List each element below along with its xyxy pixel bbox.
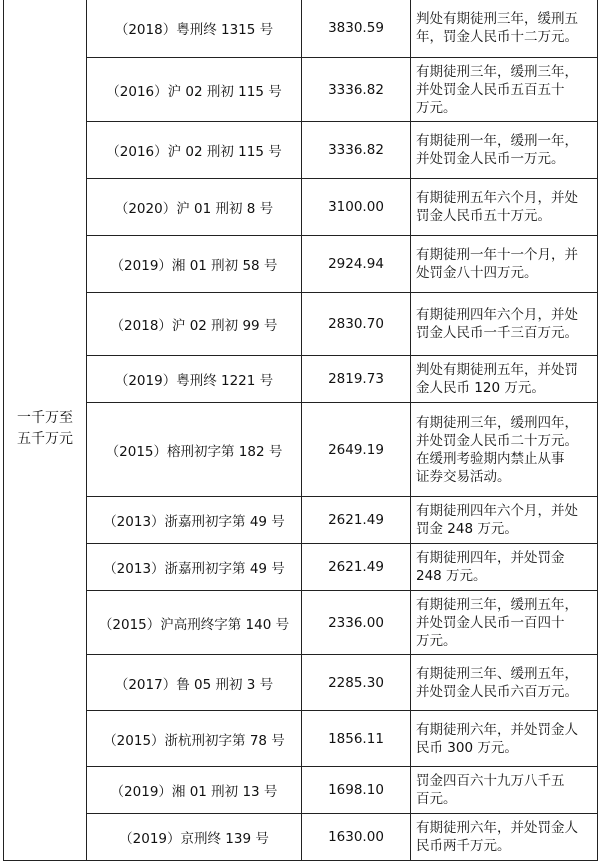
penalty-cell (411, 179, 598, 236)
table-row (4, 0, 598, 58)
penalty-line: 民币 300 万元。 (416, 739, 518, 756)
penalty-line: 有期徒刑四年，并处罚金 (416, 550, 565, 566)
penalty-line: 罚金人民币一千三百万元。 (416, 325, 578, 341)
table-row (4, 544, 598, 591)
penalty-cell (411, 544, 598, 591)
case-number-cell: （2019）湘 01 刑初 58 号 (87, 236, 302, 293)
case-number-cell: （2013）浙嘉刑初字第 49 号 (87, 497, 302, 544)
case-number-cell: （2018）粤刑终 1315 号 (87, 0, 302, 58)
penalty-line: 有期徒刑三年、缓刑五年， (416, 665, 578, 682)
table-row (4, 236, 598, 293)
penalty-line: 有期徒刑一年，缓刑一年， (416, 133, 578, 149)
penalty-line: 金人民币 120 万元。 (416, 380, 545, 396)
case-number-cell: （2015）榕刑初字第 182 号 (87, 403, 302, 497)
penalty-cell (411, 655, 598, 711)
amount-range-cell: 一千万至 五千万元 (4, 0, 87, 861)
penalty-line: 罚金 248 万元。 (416, 521, 518, 537)
case-number-cell: （2015）沪高刑终字第 140 号 (87, 591, 302, 655)
penalty-line: 并处罚金人民币一万元。 (416, 151, 565, 167)
table-row (4, 711, 598, 767)
table-row (4, 58, 598, 122)
amount-cell: 1856.11 (302, 711, 411, 767)
amount-cell: 3100.00 (302, 179, 411, 236)
penalty-line: 万元。 (416, 632, 457, 649)
penalty-cell (411, 356, 598, 403)
penalty-line: 民币两千万元。 (416, 838, 511, 854)
amount-cell: 2336.00 (302, 591, 411, 655)
amount-cell: 3830.59 (302, 0, 411, 58)
amount-cell: 3336.82 (302, 58, 411, 122)
penalty-line: 有期徒刑三年，缓刑四年， (416, 414, 578, 431)
amount-cell: 1698.10 (302, 767, 411, 814)
case-number-cell: （2018）沪 02 刑初 99 号 (87, 293, 302, 356)
table-row (4, 767, 598, 814)
penalty-line: 在缓刑考验期内禁止从事 (416, 450, 565, 467)
amount-cell: 3336.82 (302, 122, 411, 179)
penalty-line: 并处罚金人民币一百四十 (416, 614, 565, 631)
case-number-cell: （2019）京刑终 139 号 (87, 814, 302, 861)
penalty-cell (411, 122, 598, 179)
case-number-cell: （2013）浙嘉刑初字第 49 号 (87, 544, 302, 591)
amount-cell: 2830.70 (302, 293, 411, 356)
penalty-line: 并处罚金人民币六百万元。 (416, 683, 578, 700)
case-number-cell: （2019）粤刑终 1221 号 (87, 356, 302, 403)
penalty-line: 证券交易活动。 (416, 468, 511, 485)
table-row (4, 403, 598, 497)
penalty-line: 有期徒刑六年，并处罚金人 (416, 721, 578, 738)
table-row (4, 814, 598, 861)
table-row (4, 356, 598, 403)
penalty-line: 有期徒刑六年，并处罚金人 (416, 820, 578, 836)
case-number-cell: （2016）沪 02 刑初 115 号 (87, 58, 302, 122)
table-row (4, 655, 598, 711)
penalty-line: 有期徒刑五年六个月，并处 (416, 190, 578, 206)
penalty-line: 判处有期徒刑五年，并处罚 (416, 362, 578, 378)
penalty-line: 有期徒刑一年十一个月，并 (416, 247, 578, 263)
amount-cell: 2621.49 (302, 497, 411, 544)
amount-cell: 2649.19 (302, 403, 411, 497)
amount-cell: 2621.49 (302, 544, 411, 591)
case-number-cell: （2015）浙杭刑初字第 78 号 (87, 711, 302, 767)
penalty-line: 罚金四百六十九万八千五 (416, 773, 565, 789)
penalty-line: 年，罚金人民币十二万元。 (416, 28, 578, 45)
amount-cell: 2285.30 (302, 655, 411, 711)
amount-cell: 2924.94 (302, 236, 411, 293)
table-row (4, 591, 598, 655)
case-number-cell: （2019）湘 01 刑初 13 号 (87, 767, 302, 814)
penalty-cell (411, 236, 598, 293)
penalty-cell (411, 711, 598, 767)
penalty-cell (411, 814, 598, 861)
penalty-line: 有期徒刑三年，缓刑五年， (416, 596, 578, 613)
penalty-cell (411, 403, 598, 497)
amount-cell: 2819.73 (302, 356, 411, 403)
penalty-line: 并处罚金人民币五百五十 (416, 81, 565, 98)
penalty-line: 有期徒刑四年六个月，并处 (416, 503, 578, 519)
penalty-cell (411, 58, 598, 122)
case-number-cell: （2020）沪 01 刑初 8 号 (87, 179, 302, 236)
table-row (4, 122, 598, 179)
penalty-cell (411, 767, 598, 814)
penalty-line: 有期徒刑三年，缓刑三年， (416, 63, 578, 80)
penalty-line: 罚金人民币五十万元。 (416, 208, 551, 224)
penalty-cell (411, 293, 598, 356)
judgment-table (3, 0, 598, 861)
penalty-cell (411, 0, 598, 58)
penalty-line: 并处罚金人民币二十万元。 (416, 432, 578, 449)
penalty-line: 248 万元。 (416, 568, 487, 584)
table-row (4, 497, 598, 544)
penalty-line: 万元。 (416, 99, 457, 116)
penalty-cell (411, 591, 598, 655)
case-number-cell: （2016）沪 02 刑初 115 号 (87, 122, 302, 179)
amount-cell: 1630.00 (302, 814, 411, 861)
case-number-cell: （2017）鲁 05 刑初 3 号 (87, 655, 302, 711)
table-row (4, 293, 598, 356)
penalty-line: 百元。 (416, 791, 457, 807)
table-row (4, 179, 598, 236)
penalty-cell (411, 497, 598, 544)
penalty-line: 判处有期徒刑三年，缓刑五 (416, 10, 578, 27)
penalty-line: 处罚金八十四万元。 (416, 265, 538, 281)
penalty-line: 有期徒刑四年六个月，并处 (416, 307, 578, 323)
